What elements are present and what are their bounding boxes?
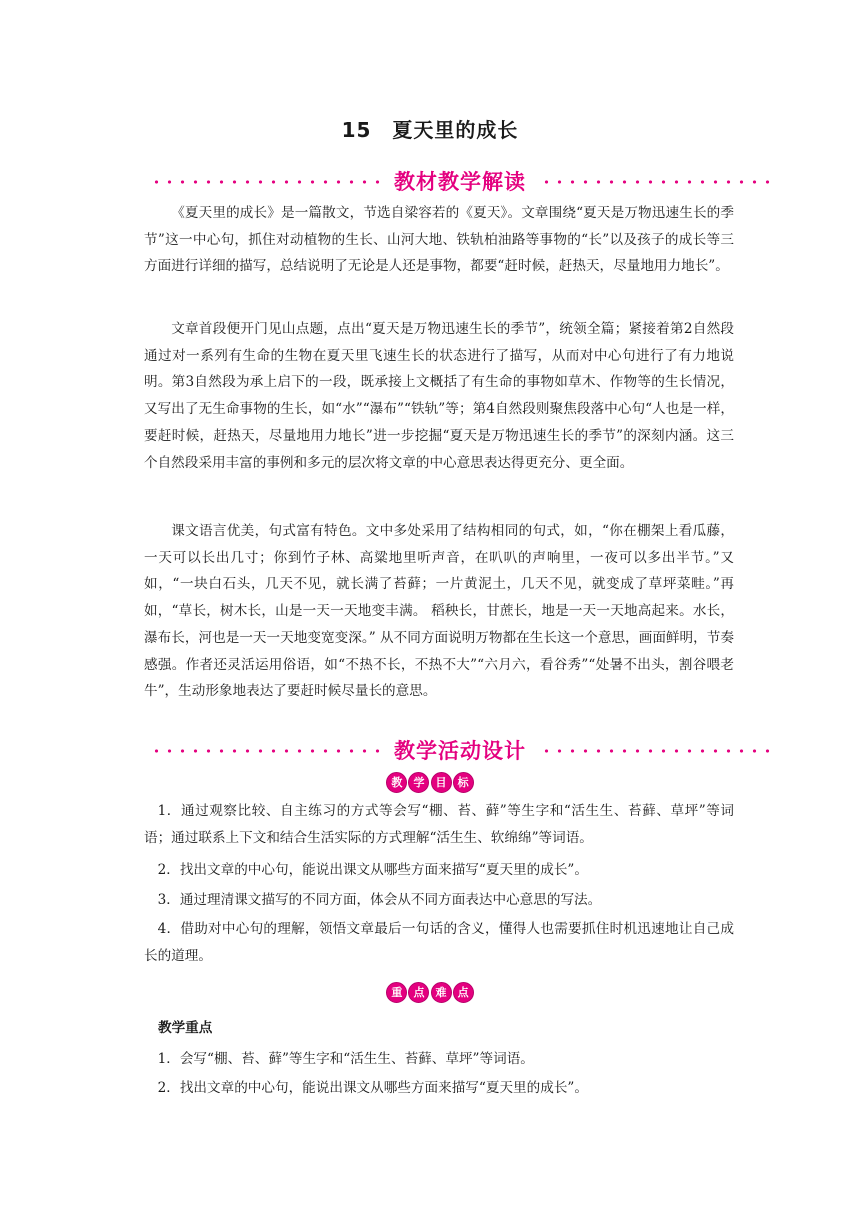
badge-char: 教 <box>386 772 407 793</box>
objective-4: 4．借助对中心句的理解，领悟文章最后一句话的含义，懂得人也需要抓住时机迅速地让自己成长的道理。 <box>144 921 734 964</box>
badge-char: 重 <box>386 982 407 1003</box>
section-divider-reading <box>150 166 770 196</box>
badge-char: 标 <box>453 772 474 793</box>
badge-char: 学 <box>408 772 429 793</box>
section-heading-activity: 教学活动设计 <box>394 739 526 763</box>
divider-dots-right <box>540 180 770 184</box>
key-points-heading: 教学重点 <box>158 1020 213 1036</box>
badge-char: 难 <box>431 982 452 1003</box>
objective-3: 3．通过理清课文描写的不同方面，体会从不同方面表达中心意思的写法。 <box>157 892 602 908</box>
objective-1: 1．通过观察比较、自主练习的方式等会写“棚、苔、藓”等生字和“活生生、苔藓、草坪”等词语；通过联系上下文和结合生活实际的方式理解“活生生、软绵绵”等词语。 <box>144 803 734 846</box>
section-divider-activity <box>150 735 770 765</box>
badge-teaching-goals <box>0 771 860 793</box>
badge-key-difficult-points <box>0 981 860 1003</box>
objective-2: 2．找出文章的中心句，能说出课文从哪些方面来描写“夏天里的成长”。 <box>157 862 588 878</box>
key-point-1: 1．会写“棚、苔、藓”等生字和“活生生、苔藓、草坪”等词语。 <box>157 1051 534 1067</box>
reading-paragraph-3: 课文语言优美，句式富有特色。文中多处采用了结构相同的句式，如，“你在棚架上看瓜藤，一天可以长出几寸；你到竹子林、高粱地里听声音，在叭叭的声响里，一夜可以多出半节。”又如，“一块白石头，几天不见，就长满了苔藓；一片黄泥土，几天不见，就变成了草坪菜畦。”再如，“草长，树木长，山是一天一天地变丰满。 稻秧长，甘蔗长，地是一天一天地高起来。水长，瀑布长，河也是一天一天地变宽变深。” 从不同方面说明万物都在生长这一个意思，画面鲜明，节奏感强。作者还灵活运用俗语，如“不热不长，不热不大”“六月六，看谷秀”“处暑不出头，割谷喂老牛”，生动形象地表达了要赶时候尽量长的意思。 <box>144 523 734 700</box>
divider-dots-right <box>540 749 770 753</box>
reading-paragraph-1: 《夏天里的成长》是一篇散文，节选自梁容若的《夏天》。文章围绕“夏天是万物迅速生长的季节”这一中心句，抓住对动植物的生长、山河大地、铁轨柏油路等事物的“长”以及孩子的成长等三方面进行详细的描写，总结说明了无论是人还是事物，都要“赶时候，赶热天，尽量地用力地长”。 <box>144 205 734 275</box>
badge-char: 点 <box>408 982 429 1003</box>
lesson-title: 15 夏天里的成长 <box>341 118 519 142</box>
badge-char: 点 <box>453 982 474 1003</box>
badge-char: 目 <box>431 772 452 793</box>
reading-paragraph-2: 文章首段便开门见山点题，点出“夏天是万物迅速生长的季节”，统领全篇；紧接着第2自然段通过对一系列有生命的生物在夏天里飞速生长的状态进行了描写，从而对中心句进行了有力地说明。第3自然段为承上启下的一段，既承接上文概括了有生命的事物如草木、作物等的生长情况，又写出了无生命事物的生长，如“水”“瀑布”“铁轨”等；第4自然段则聚焦段落中心句“人也是一样，要赶时候，赶热天，尽量地用力地长”进一步挖掘“夏天是万物迅速生长的季节”的深刻内涵。这三个自然段采用丰富的事例和多元的层次将文章的中心意思表达得更充分、更全面。 <box>144 321 734 471</box>
key-point-2: 2．找出文章的中心句，能说出课文从哪些方面来描写“夏天里的成长”。 <box>157 1080 588 1096</box>
section-heading-reading: 教材教学解读 <box>394 170 526 194</box>
